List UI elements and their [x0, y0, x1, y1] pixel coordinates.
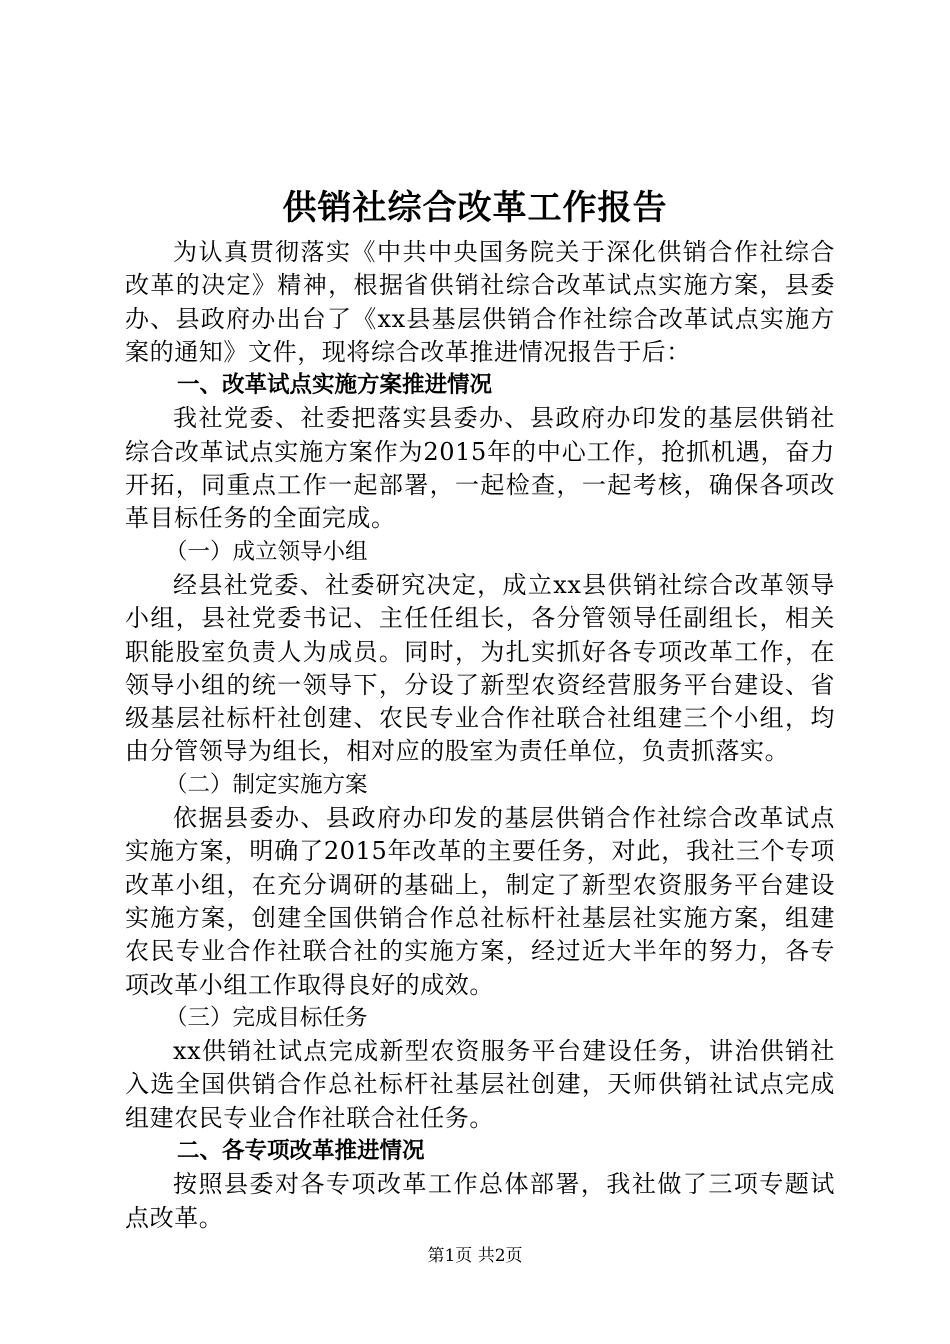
section-1-paragraph: 我社党委、社委把落实县委办、县政府办印发的基层供销社综合改革试点实施方案作为2015年的中心工作，抢抓机遇，奋力开拓，同重点工作一起部署，一起检查，一起考核，确保各项改革目标任务的全面完成。 [125, 404, 835, 533]
subsection-1-paragraph: 经县社党委、社委研究决定，成立xx县供销社综合改革领导小组，县社党委书记、主任任组长，各分管领导任副组长，相关职能股室负责人为成员。同时，为扎实抓好各专项改革工作，在领导小组的统一领导下，分设了新型农资经营服务平台建设、省级基层社标杆社创建、农民专业合作社联合社组建三个小组，均由分管领导为组长，相对应的股室为责任单位，负责抓落实。 [125, 570, 835, 766]
subsection-3-paragraph: xx供销社试点完成新型农资服务平台建设任务，讲治供销社入选全国供销合作总社标杆社基层社创建，天师供销社试点完成组建农民专业合作社联合社任务。 [125, 1037, 835, 1132]
subsection-2-heading: （二）制定实施方案 [165, 771, 368, 798]
document-body [125, 236, 835, 1235]
section-2-paragraph: 按照县委对各专项改革工作总体部署，我社做了三项专题试点改革。 [125, 1170, 835, 1232]
intro-paragraph: 为认真贯彻落实《中共中央国务院关于深化供销合作社综合改革的决定》精神，根据省供销社综合改革试点实施方案，县委办、县政府办出台了《xx县基层供销合作社综合改革试点实施方案的通知》文件，现将综合改革推进情况报告于后： [125, 238, 835, 366]
subsection-1-heading: （一）成立领导小组 [165, 538, 368, 565]
page-number-footer: 第1页 共2页 [427, 1246, 523, 1266]
subsection-2-paragraph: 依据县委办、县政府办印发的基层供销合作社综合改革试点实施方案，明确了2015年改革的主要任务，对此，我社三个专项改革小组，在充分调研的基础上，制定了新型农资服务平台建设实施方案，创建全国供销合作总社标杆社基层社实施方案，组建农民专业合作社联合社的实施方案，经过近大半年的努力，各专项改革小组工作取得良好的成效。 [125, 804, 835, 999]
section-1-heading: 一、改革试点实施方案推进情况 [177, 372, 493, 399]
subsection-3-heading: （三）完成目标任务 [165, 1004, 368, 1031]
section-2-heading: 二、各专项改革推进情况 [177, 1138, 425, 1165]
document-title: 供销社综合改革工作报告 [282, 188, 668, 228]
